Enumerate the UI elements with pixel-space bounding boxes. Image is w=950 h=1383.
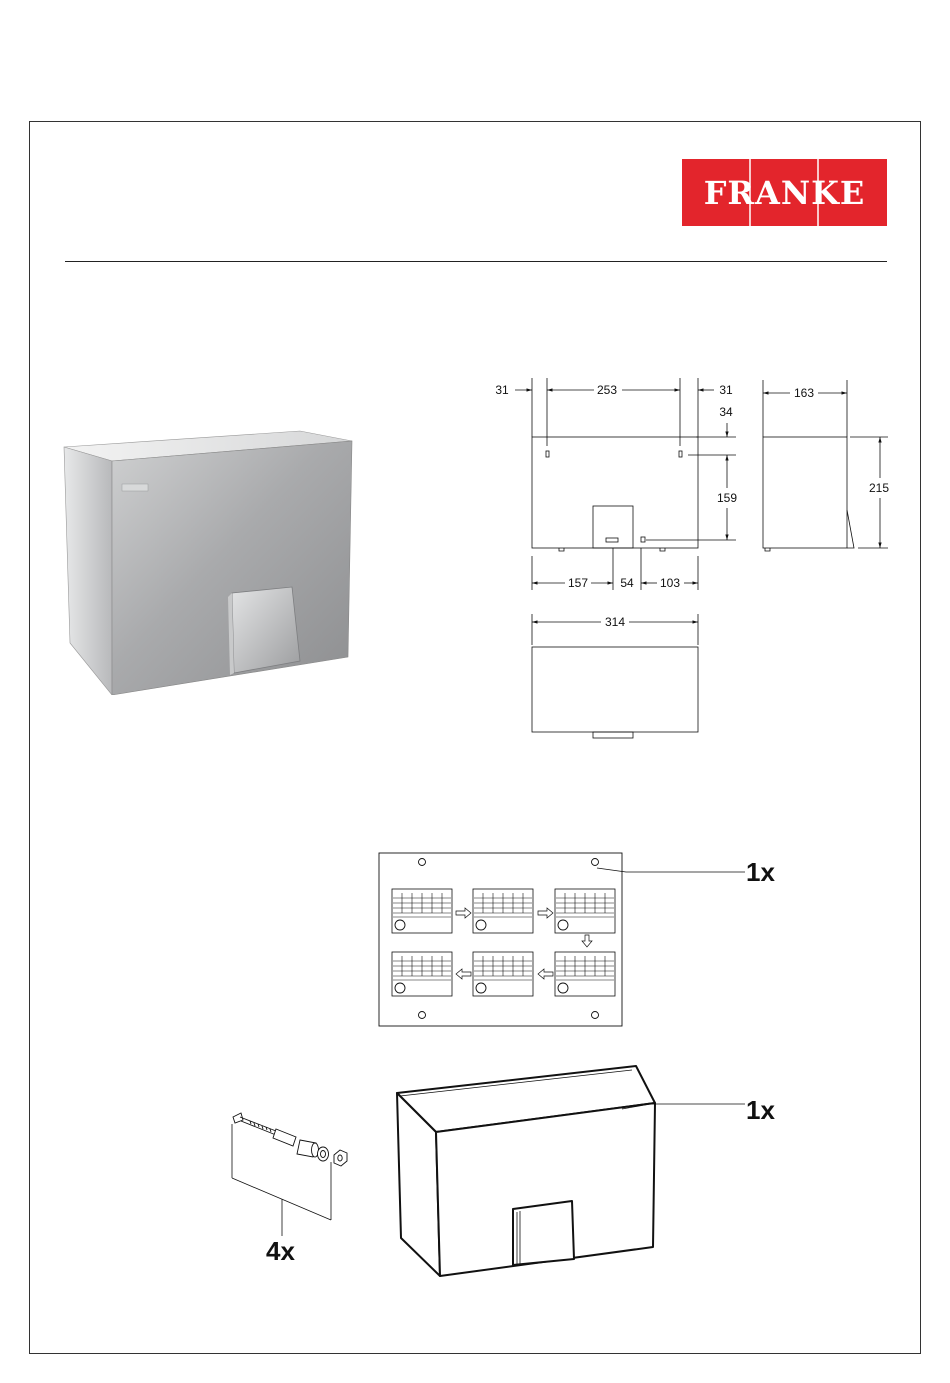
qty-dryer: 1x: [746, 1095, 775, 1125]
dim-outlet-left: 157: [567, 576, 589, 590]
anchor-icon: [273, 1129, 296, 1146]
brand-name: FRANKE: [703, 174, 866, 212]
dim-right-margin: 31: [719, 383, 733, 397]
dim-top-offset: 34: [719, 405, 733, 419]
leader-line-template: [590, 862, 750, 882]
dim-height: 215: [868, 481, 890, 495]
dim-left-margin: 31: [495, 383, 509, 397]
dim-depth: 163: [793, 386, 815, 400]
dim-hole-spacing: 253: [596, 383, 618, 397]
dryer-sketch: [392, 1062, 660, 1278]
header-divider: [65, 261, 887, 262]
qty-template: 1x: [746, 857, 775, 887]
dimension-drawing: [480, 370, 900, 750]
dim-width: 314: [604, 615, 626, 629]
dim-hole-vertical: 159: [716, 491, 738, 505]
fixing-set: [225, 1110, 360, 1240]
product-photo: [60, 425, 420, 695]
leader-line-dryer: [620, 1100, 750, 1114]
dim-outlet-width: 54: [620, 576, 634, 590]
qty-fixing-set: 4x: [266, 1236, 295, 1266]
dim-outlet-right: 103: [659, 576, 681, 590]
franke-logo: [682, 159, 887, 226]
